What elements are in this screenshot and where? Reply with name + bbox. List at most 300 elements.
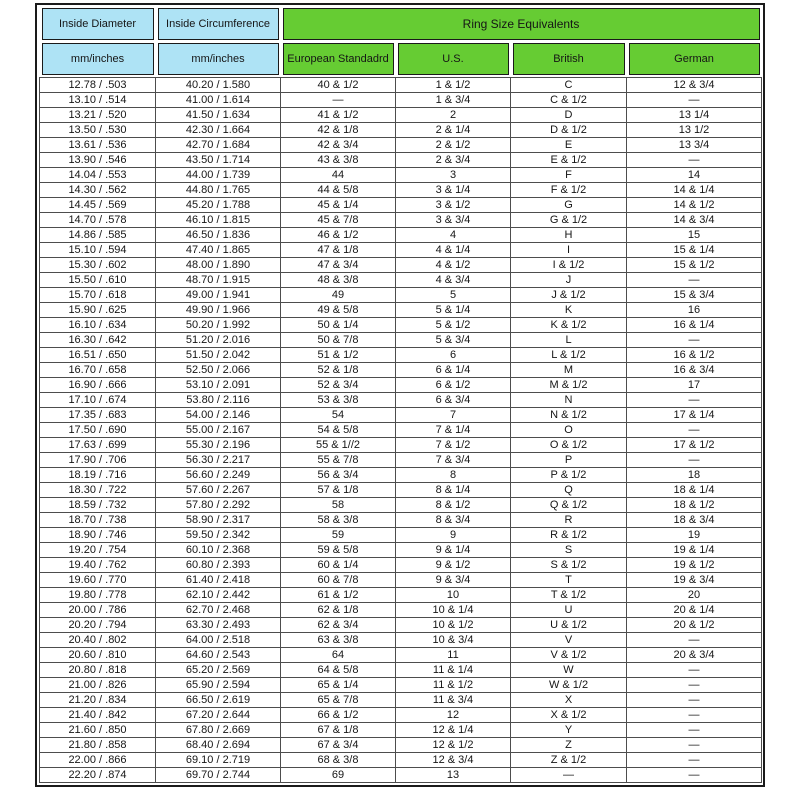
cell-diameter: 20.00 / .786: [40, 603, 156, 618]
cell-circumference: 69.70 / 2.744: [156, 768, 281, 783]
cell-german: 17 & 1/2: [627, 438, 762, 453]
cell-circumference: 63.30 / 2.493: [156, 618, 281, 633]
cell-diameter: 13.21 / .520: [40, 108, 156, 123]
cell-british: H: [511, 228, 627, 243]
header-inside-circumference: Inside Circumference: [158, 8, 279, 40]
cell-british: S & 1/2: [511, 558, 627, 573]
cell-diameter: 19.80 / .778: [40, 588, 156, 603]
cell-diameter: 12.78 / .503: [40, 78, 156, 93]
cell-diameter: 17.50 / .690: [40, 423, 156, 438]
table-row: [40, 723, 762, 738]
cell-diameter: 14.04 / .553: [40, 168, 156, 183]
cell-german: 19 & 1/2: [627, 558, 762, 573]
ring-size-table: [39, 7, 762, 783]
table-row: [40, 288, 762, 303]
cell-diameter: 14.30 / .562: [40, 183, 156, 198]
cell-us: 4: [396, 228, 511, 243]
cell-german: 19 & 3/4: [627, 573, 762, 588]
table-row: [40, 438, 762, 453]
cell-diameter: 16.90 / .666: [40, 378, 156, 393]
cell-us: 3: [396, 168, 511, 183]
table-row: [40, 678, 762, 693]
table-row: [40, 93, 762, 108]
cell-british: S: [511, 543, 627, 558]
cell-british: K & 1/2: [511, 318, 627, 333]
cell-circumference: 57.60 / 2.267: [156, 483, 281, 498]
cell-german: 18 & 1/2: [627, 498, 762, 513]
cell-diameter: 19.40 / .762: [40, 558, 156, 573]
cell-diameter: 20.80 / .818: [40, 663, 156, 678]
cell-european: 47 & 3/4: [281, 258, 396, 273]
cell-diameter: 16.10 / .634: [40, 318, 156, 333]
cell-european: 67 & 1/8: [281, 723, 396, 738]
cell-british: M & 1/2: [511, 378, 627, 393]
cell-us: 6: [396, 348, 511, 363]
cell-diameter: 13.50 / .530: [40, 123, 156, 138]
cell-us: 6 & 1/2: [396, 378, 511, 393]
table-row: [40, 198, 762, 213]
cell-us: 7 & 3/4: [396, 453, 511, 468]
cell-diameter: 19.60 / .770: [40, 573, 156, 588]
cell-european: 48 & 3/8: [281, 273, 396, 288]
cell-circumference: 67.20 / 2.644: [156, 708, 281, 723]
cell-british: I: [511, 243, 627, 258]
table-row: [40, 303, 762, 318]
cell-circumference: 59.50 / 2.342: [156, 528, 281, 543]
cell-us: 6 & 3/4: [396, 393, 511, 408]
cell-us: 12 & 3/4: [396, 753, 511, 768]
cell-european: 46 & 1/2: [281, 228, 396, 243]
cell-diameter: 15.50 / .610: [40, 273, 156, 288]
cell-german: 15: [627, 228, 762, 243]
table-row: [40, 228, 762, 243]
cell-us: 6 & 1/4: [396, 363, 511, 378]
cell-circumference: 54.00 / 2.146: [156, 408, 281, 423]
cell-european: 66 & 1/2: [281, 708, 396, 723]
cell-us: 2: [396, 108, 511, 123]
cell-us: 1 & 1/2: [396, 78, 511, 93]
cell-diameter: 15.90 / .625: [40, 303, 156, 318]
cell-european: 58 & 3/8: [281, 513, 396, 528]
cell-european: 54: [281, 408, 396, 423]
cell-diameter: 13.90 / .546: [40, 153, 156, 168]
cell-german: 13 1/4: [627, 108, 762, 123]
cell-european: 60 & 1/4: [281, 558, 396, 573]
table-row: [40, 378, 762, 393]
cell-british: J & 1/2: [511, 288, 627, 303]
header-german: German: [629, 43, 760, 75]
cell-british: D & 1/2: [511, 123, 627, 138]
cell-british: C: [511, 78, 627, 93]
cell-us: 5 & 3/4: [396, 333, 511, 348]
cell-european: 53 & 3/8: [281, 393, 396, 408]
cell-british: V & 1/2: [511, 648, 627, 663]
cell-german: 19: [627, 528, 762, 543]
cell-diameter: 15.30 / .602: [40, 258, 156, 273]
cell-circumference: 67.80 / 2.669: [156, 723, 281, 738]
table-body: [40, 78, 762, 783]
cell-german: 14 & 3/4: [627, 213, 762, 228]
cell-european: 44 & 5/8: [281, 183, 396, 198]
cell-german: 14 & 1/4: [627, 183, 762, 198]
cell-british: N: [511, 393, 627, 408]
cell-circumference: 47.40 / 1.865: [156, 243, 281, 258]
cell-european: 52 & 3/4: [281, 378, 396, 393]
cell-us: 4 & 3/4: [396, 273, 511, 288]
cell-british: F & 1/2: [511, 183, 627, 198]
cell-circumference: 42.30 / 1.664: [156, 123, 281, 138]
table-row: [40, 588, 762, 603]
header-group-row: [40, 7, 762, 42]
cell-us: 7 & 1/4: [396, 423, 511, 438]
cell-european: 49 & 5/8: [281, 303, 396, 318]
cell-british: U & 1/2: [511, 618, 627, 633]
cell-british: K: [511, 303, 627, 318]
cell-us: 9 & 1/2: [396, 558, 511, 573]
cell-diameter: 19.20 / .754: [40, 543, 156, 558]
cell-british: W & 1/2: [511, 678, 627, 693]
cell-us: 11 & 3/4: [396, 693, 511, 708]
cell-circumference: 62.10 / 2.442: [156, 588, 281, 603]
table-row: [40, 528, 762, 543]
cell-german: —: [627, 93, 762, 108]
header-diameter-units: mm/inches: [42, 43, 154, 75]
cell-european: 61 & 1/2: [281, 588, 396, 603]
cell-diameter: 15.70 / .618: [40, 288, 156, 303]
cell-us: 9: [396, 528, 511, 543]
cell-diameter: 22.00 / .866: [40, 753, 156, 768]
cell-circumference: 41.50 / 1.634: [156, 108, 281, 123]
cell-circumference: 69.10 / 2.719: [156, 753, 281, 768]
cell-circumference: 48.00 / 1.890: [156, 258, 281, 273]
cell-diameter: 14.86 / .585: [40, 228, 156, 243]
cell-us: 3 & 1/2: [396, 198, 511, 213]
cell-german: —: [627, 738, 762, 753]
cell-german: —: [627, 423, 762, 438]
table-row: [40, 513, 762, 528]
cell-diameter: 21.20 / .834: [40, 693, 156, 708]
cell-us: 11 & 1/4: [396, 663, 511, 678]
cell-diameter: 20.20 / .794: [40, 618, 156, 633]
cell-european: 63 & 3/8: [281, 633, 396, 648]
cell-european: 64: [281, 648, 396, 663]
cell-british: V: [511, 633, 627, 648]
cell-us: 12: [396, 708, 511, 723]
cell-us: 3 & 1/4: [396, 183, 511, 198]
cell-us: 2 & 1/4: [396, 123, 511, 138]
cell-circumference: 60.80 / 2.393: [156, 558, 281, 573]
cell-european: 58: [281, 498, 396, 513]
cell-diameter: 14.45 / .569: [40, 198, 156, 213]
table-row: [40, 768, 762, 783]
cell-british: Q & 1/2: [511, 498, 627, 513]
table-row: [40, 603, 762, 618]
cell-german: 19 & 1/4: [627, 543, 762, 558]
cell-british: M: [511, 363, 627, 378]
cell-diameter: 20.60 / .810: [40, 648, 156, 663]
cell-diameter: 21.60 / .850: [40, 723, 156, 738]
cell-british: T: [511, 573, 627, 588]
cell-european: 60 & 7/8: [281, 573, 396, 588]
cell-diameter: 21.40 / .842: [40, 708, 156, 723]
cell-circumference: 55.30 / 2.196: [156, 438, 281, 453]
table-row: [40, 138, 762, 153]
cell-german: 16 & 3/4: [627, 363, 762, 378]
cell-british: Z & 1/2: [511, 753, 627, 768]
table-row: [40, 483, 762, 498]
cell-british: L: [511, 333, 627, 348]
cell-circumference: 53.80 / 2.116: [156, 393, 281, 408]
cell-us: 11 & 1/2: [396, 678, 511, 693]
cell-circumference: 46.50 / 1.836: [156, 228, 281, 243]
cell-german: —: [627, 678, 762, 693]
cell-british: —: [511, 768, 627, 783]
cell-diameter: 14.70 / .578: [40, 213, 156, 228]
table-row: [40, 423, 762, 438]
cell-circumference: 68.40 / 2.694: [156, 738, 281, 753]
cell-us: 4 & 1/2: [396, 258, 511, 273]
cell-european: 57 & 1/8: [281, 483, 396, 498]
cell-german: —: [627, 633, 762, 648]
cell-british: L & 1/2: [511, 348, 627, 363]
cell-british: X: [511, 693, 627, 708]
cell-german: 18 & 3/4: [627, 513, 762, 528]
cell-german: 16 & 1/4: [627, 318, 762, 333]
cell-german: —: [627, 393, 762, 408]
cell-european: 42 & 1/8: [281, 123, 396, 138]
cell-us: 10 & 1/4: [396, 603, 511, 618]
cell-circumference: 64.60 / 2.543: [156, 648, 281, 663]
table-row: [40, 123, 762, 138]
cell-diameter: 16.30 / .642: [40, 333, 156, 348]
table-row: [40, 213, 762, 228]
cell-german: —: [627, 723, 762, 738]
cell-british: F: [511, 168, 627, 183]
cell-circumference: 65.90 / 2.594: [156, 678, 281, 693]
cell-european: 59 & 5/8: [281, 543, 396, 558]
cell-circumference: 43.50 / 1.714: [156, 153, 281, 168]
cell-diameter: 18.30 / .722: [40, 483, 156, 498]
cell-european: 55 & 1//2: [281, 438, 396, 453]
cell-european: 41 & 1/2: [281, 108, 396, 123]
cell-german: —: [627, 153, 762, 168]
cell-german: —: [627, 768, 762, 783]
cell-diameter: 22.20 / .874: [40, 768, 156, 783]
cell-european: 65 & 7/8: [281, 693, 396, 708]
cell-german: 20 & 1/2: [627, 618, 762, 633]
cell-german: 14: [627, 168, 762, 183]
cell-circumference: 56.30 / 2.217: [156, 453, 281, 468]
cell-european: 49: [281, 288, 396, 303]
cell-circumference: 46.10 / 1.815: [156, 213, 281, 228]
table-row: [40, 408, 762, 423]
cell-diameter: 18.70 / .738: [40, 513, 156, 528]
cell-british: O & 1/2: [511, 438, 627, 453]
cell-circumference: 60.10 / 2.368: [156, 543, 281, 558]
header-us: U.S.: [398, 43, 509, 75]
cell-european: —: [281, 93, 396, 108]
table-row: [40, 333, 762, 348]
cell-us: 5 & 1/4: [396, 303, 511, 318]
cell-us: 1 & 3/4: [396, 93, 511, 108]
cell-diameter: 16.51 / .650: [40, 348, 156, 363]
cell-british: U: [511, 603, 627, 618]
cell-european: 50 & 1/4: [281, 318, 396, 333]
cell-european: 67 & 3/4: [281, 738, 396, 753]
table-row: [40, 558, 762, 573]
cell-german: 17: [627, 378, 762, 393]
table-header: [40, 7, 762, 78]
cell-german: —: [627, 753, 762, 768]
cell-circumference: 62.70 / 2.468: [156, 603, 281, 618]
cell-circumference: 56.60 / 2.249: [156, 468, 281, 483]
cell-circumference: 66.50 / 2.619: [156, 693, 281, 708]
cell-german: 16: [627, 303, 762, 318]
cell-european: 65 & 1/4: [281, 678, 396, 693]
cell-circumference: 64.00 / 2.518: [156, 633, 281, 648]
cell-us: 10 & 1/2: [396, 618, 511, 633]
table-row: [40, 543, 762, 558]
cell-british: C & 1/2: [511, 93, 627, 108]
cell-german: —: [627, 708, 762, 723]
cell-british: D: [511, 108, 627, 123]
cell-european: 42 & 3/4: [281, 138, 396, 153]
cell-us: 9 & 1/4: [396, 543, 511, 558]
cell-diameter: 20.40 / .802: [40, 633, 156, 648]
table-row: [40, 318, 762, 333]
cell-us: 12 & 1/4: [396, 723, 511, 738]
cell-european: 54 & 5/8: [281, 423, 396, 438]
cell-circumference: 58.90 / 2.317: [156, 513, 281, 528]
cell-british: G & 1/2: [511, 213, 627, 228]
cell-british: J: [511, 273, 627, 288]
table-row: [40, 498, 762, 513]
table-row: [40, 393, 762, 408]
cell-circumference: 53.10 / 2.091: [156, 378, 281, 393]
cell-european: 47 & 1/8: [281, 243, 396, 258]
table-row: [40, 738, 762, 753]
cell-german: —: [627, 333, 762, 348]
cell-german: 17 & 1/4: [627, 408, 762, 423]
cell-us: 5 & 1/2: [396, 318, 511, 333]
cell-diameter: 18.59 / .732: [40, 498, 156, 513]
cell-british: G: [511, 198, 627, 213]
cell-circumference: 49.00 / 1.941: [156, 288, 281, 303]
table-row: [40, 753, 762, 768]
header-inside-diameter: Inside Diameter: [42, 8, 154, 40]
cell-german: 18 & 1/4: [627, 483, 762, 498]
cell-german: —: [627, 663, 762, 678]
cell-european: 40 & 1/2: [281, 78, 396, 93]
cell-british: P & 1/2: [511, 468, 627, 483]
table-row: [40, 363, 762, 378]
header-ring-size-equivalents: Ring Size Equivalents: [283, 8, 760, 40]
cell-circumference: 45.20 / 1.788: [156, 198, 281, 213]
cell-german: 20: [627, 588, 762, 603]
cell-circumference: 40.20 / 1.580: [156, 78, 281, 93]
cell-british: E & 1/2: [511, 153, 627, 168]
cell-diameter: 17.35 / .683: [40, 408, 156, 423]
cell-european: 62 & 3/4: [281, 618, 396, 633]
cell-german: —: [627, 273, 762, 288]
table-row: [40, 708, 762, 723]
cell-european: 69: [281, 768, 396, 783]
cell-european: 56 & 3/4: [281, 468, 396, 483]
chart-frame: [35, 3, 765, 787]
table-row: [40, 273, 762, 288]
cell-british: R: [511, 513, 627, 528]
cell-european: 51 & 1/2: [281, 348, 396, 363]
cell-german: 15 & 3/4: [627, 288, 762, 303]
cell-german: 15 & 1/2: [627, 258, 762, 273]
cell-circumference: 57.80 / 2.292: [156, 498, 281, 513]
cell-german: 16 & 1/2: [627, 348, 762, 363]
table-row: [40, 258, 762, 273]
cell-european: 62 & 1/8: [281, 603, 396, 618]
table-row: [40, 633, 762, 648]
cell-diameter: 17.90 / .706: [40, 453, 156, 468]
table-row: [40, 168, 762, 183]
table-row: [40, 153, 762, 168]
table-row: [40, 618, 762, 633]
header-british: British: [513, 43, 625, 75]
table-row: [40, 78, 762, 93]
cell-circumference: 52.50 / 2.066: [156, 363, 281, 378]
cell-circumference: 51.50 / 2.042: [156, 348, 281, 363]
cell-british: W: [511, 663, 627, 678]
cell-british: O: [511, 423, 627, 438]
cell-diameter: 21.80 / .858: [40, 738, 156, 753]
cell-german: 18: [627, 468, 762, 483]
cell-european: 52 & 1/8: [281, 363, 396, 378]
table-row: [40, 468, 762, 483]
cell-german: 13 1/2: [627, 123, 762, 138]
cell-circumference: 65.20 / 2.569: [156, 663, 281, 678]
cell-british: X & 1/2: [511, 708, 627, 723]
cell-us: 3 & 3/4: [396, 213, 511, 228]
cell-british: I & 1/2: [511, 258, 627, 273]
table-row: [40, 693, 762, 708]
header-european-standard: European Standadrd: [283, 43, 394, 75]
header-column-row: [40, 42, 762, 78]
cell-diameter: 17.63 / .699: [40, 438, 156, 453]
cell-us: 2 & 3/4: [396, 153, 511, 168]
table-row: [40, 573, 762, 588]
table-row: [40, 183, 762, 198]
cell-british: N & 1/2: [511, 408, 627, 423]
cell-european: 68 & 3/8: [281, 753, 396, 768]
cell-circumference: 41.00 / 1.614: [156, 93, 281, 108]
cell-circumference: 61.40 / 2.418: [156, 573, 281, 588]
cell-diameter: 17.10 / .674: [40, 393, 156, 408]
table-row: [40, 348, 762, 363]
cell-british: Z: [511, 738, 627, 753]
cell-circumference: 49.90 / 1.966: [156, 303, 281, 318]
cell-us: 8 & 1/4: [396, 483, 511, 498]
cell-british: R & 1/2: [511, 528, 627, 543]
cell-british: P: [511, 453, 627, 468]
cell-diameter: 16.70 / .658: [40, 363, 156, 378]
cell-german: —: [627, 693, 762, 708]
table-row: [40, 648, 762, 663]
cell-british: E: [511, 138, 627, 153]
cell-circumference: 42.70 / 1.684: [156, 138, 281, 153]
cell-european: 55 & 7/8: [281, 453, 396, 468]
cell-us: 13: [396, 768, 511, 783]
cell-us: 12 & 1/2: [396, 738, 511, 753]
cell-us: 8 & 3/4: [396, 513, 511, 528]
cell-german: 15 & 1/4: [627, 243, 762, 258]
